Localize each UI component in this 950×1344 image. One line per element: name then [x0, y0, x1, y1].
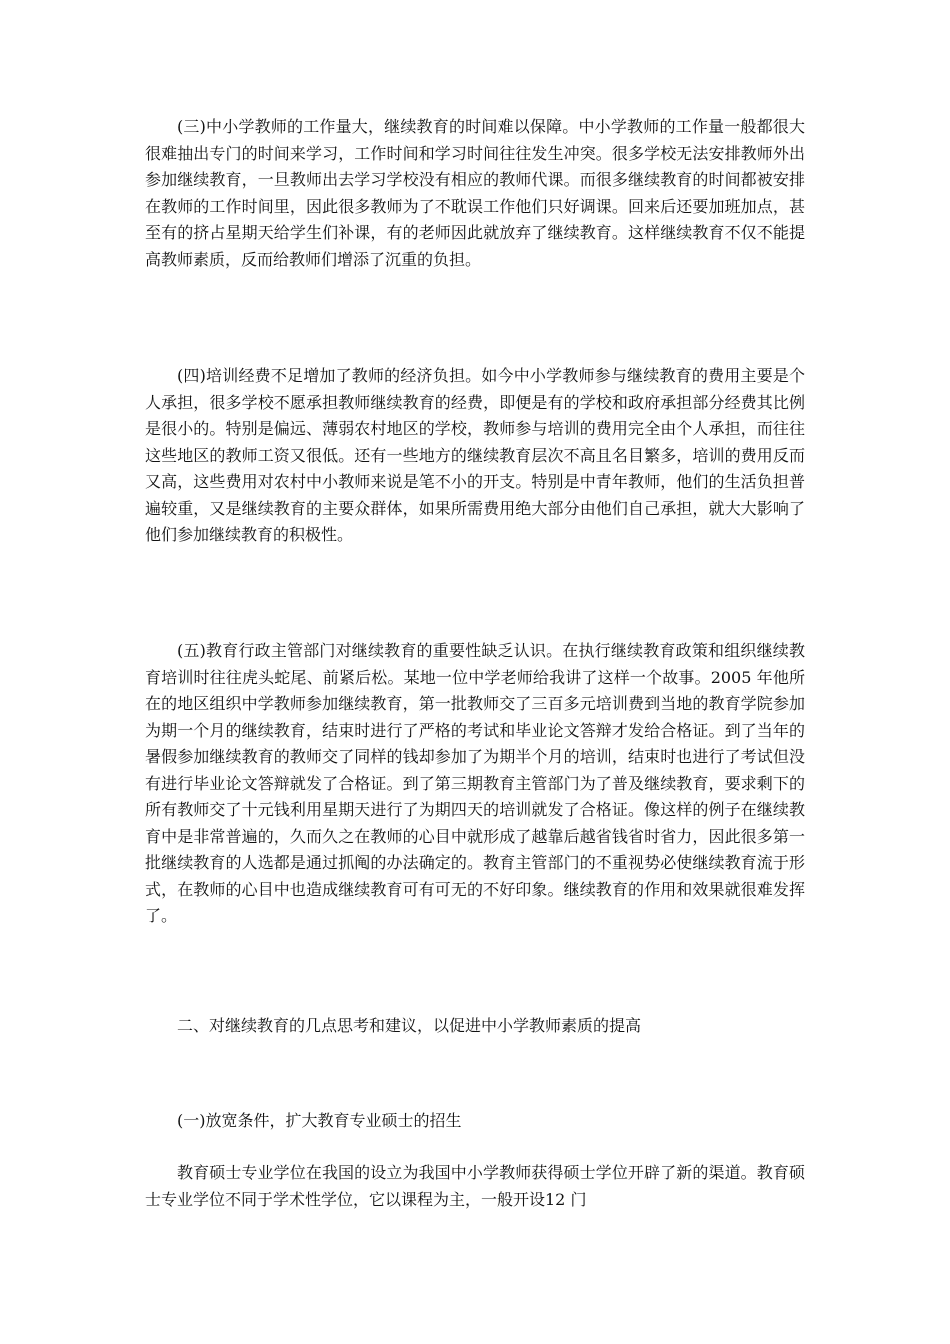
paragraph-master-degree: 教育硕士专业学位在我国的设立为我国中小学教师获得硕士学位开辟了新的渠道。教育硕士专业学位不同于学术性学位，它以课程为主，一般开设12 门 [145, 1163, 805, 1209]
paragraph-funding: (四)培训经费不足增加了教师的经济负担。如今中小学教师参与继续教育的费用主要是个人承担，很多学校不愿承担教师继续教育的经费，即便是有的学校和政府承担部分经费其比例是很小的。特别是偏远、薄弱农村地区的学校，教师参与培训的费用完全由个人承担，而往往这些地区的教师工资又很低。还有一些地方的继续教育层次不高且名目繁多，培训的费用反而又高，这些费用对农村中小教师来说是笔不小的开支。特别是中青年教师，他们的生活负担普遍较重，又是继续教育的主要众群体，如果所需费用绝大部分由他们自己承担，就大大影响了他们参加继续教育的积极性。 [145, 366, 805, 544]
paragraph-workload: (三)中小学教师的工作量大，继续教育的时间难以保障。中小学教师的工作量一般都很大很难抽出专门的时间来学习，工作时间和学习时间往往发生冲突。很多学校无法安排教师外出参加继续教育，一旦教师出去学习学校没有相应的教师代课。而很多继续教育的时间都被安排在教师的工作时间里，因此很多教师为了不耽误工作他们只好调课。回来后还要加班加点，甚至有的挤占星期天给学生们补课，有的老师因此就放弃了继续教育。这样继续教育不仅不能提高教师素质，反而给教师们增添了沉重的负担。 [145, 117, 805, 269]
subsection-heading-master-enrollment: (一)放宽条件，扩大教育专业硕士的招生 [177, 1111, 462, 1130]
section-heading-suggestions: 二、对继续教育的几点思考和建议，以促进中小学教师素质的提高 [177, 1016, 642, 1035]
paragraph-administration: (五)教育行政主管部门对继续教育的重要性缺乏认识。在执行继续教育政策和组织继续教育培训时往往虎头蛇尾、前紧后松。某地一位中学老师给我讲了这样一个故事。2005 年他所在的地区组织中学教师参加继续教育，第一批教师交了三百多元培训费到当地的教育学院参加为期一个月的继续教育，结束时进行了严格的考试和毕业论文答辩才发给合格证。到了当年的暑假参加继续教育的教师交了同样的钱却参加了为期半个月的培训，结束时也进行了考试但没有进行毕业论文答辩就发了合格证。到了第三期教育主管部门为了普及继续教育，要求剩下的所有教师交了十元钱利用星期天进行了为期四天的培训就发了合格证。像这样的例子在继续教育中是非常普遍的，久而久之在教师的心目中就形成了越靠后越省钱省时省力，因此很多第一批继续教育的人选都是通过抓阄的办法确定的。教育主管部门的不重视势必使继续教育流于形式，在教师的心目中也造成继续教育可有可无的不好印象。继续教育的作用和效果就很难发挥了。 [145, 641, 805, 925]
